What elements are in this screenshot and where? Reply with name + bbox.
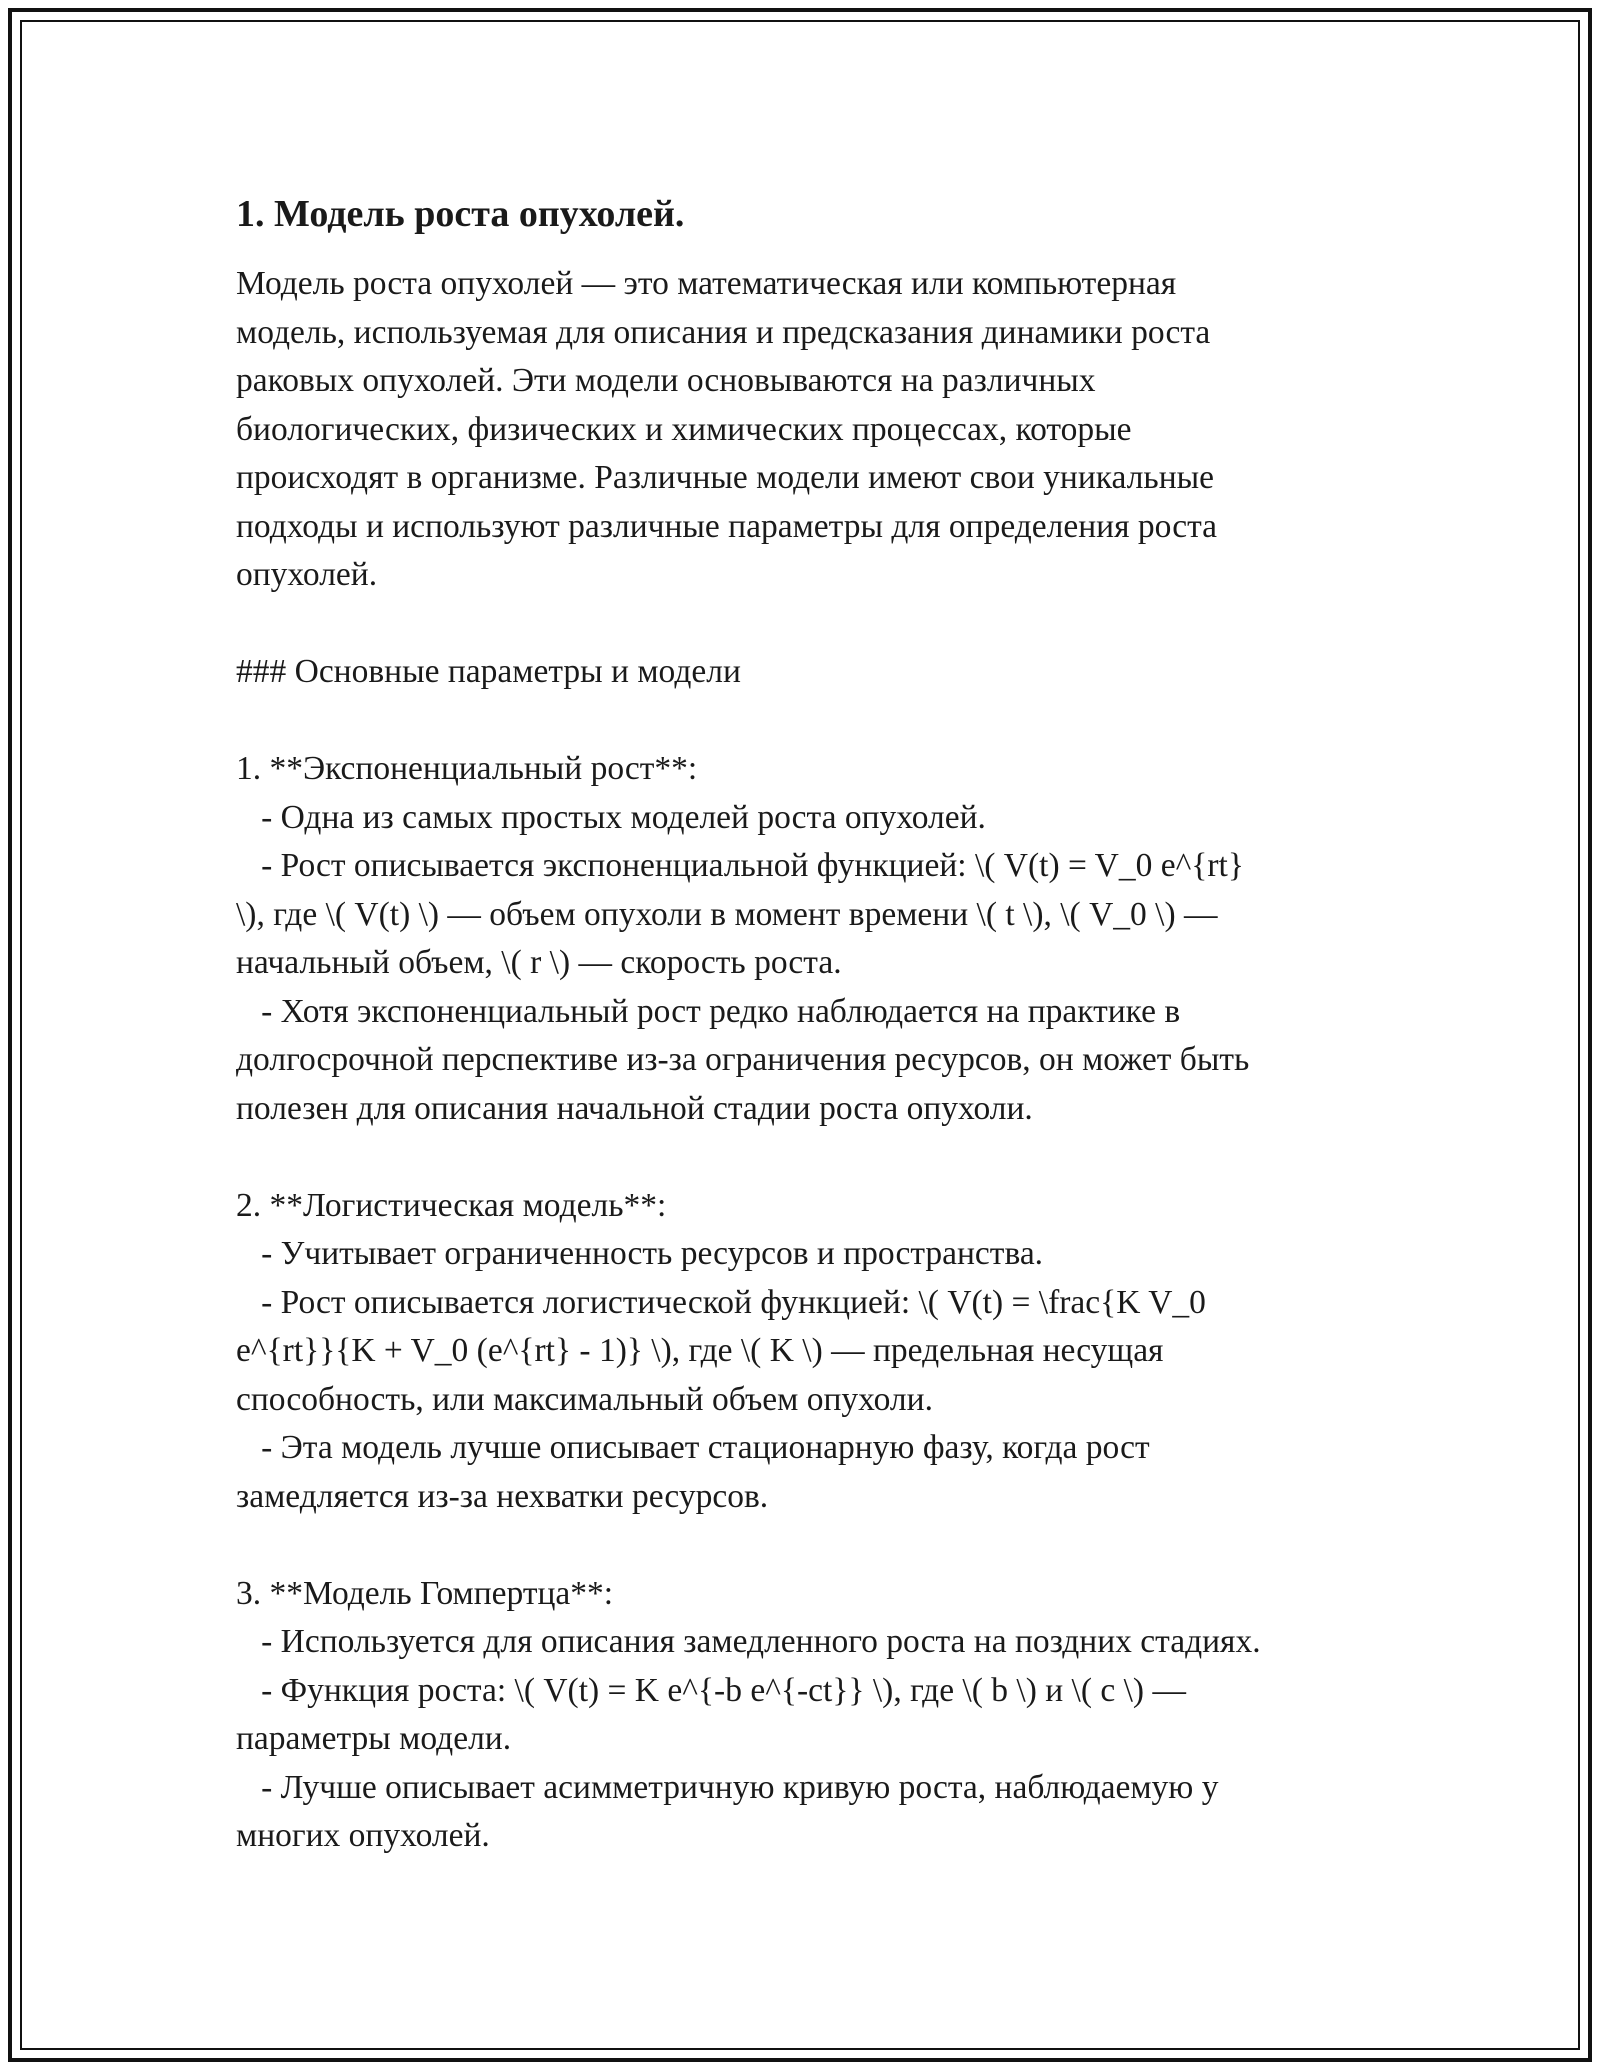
- blank-line: [236, 600, 1376, 649]
- blank-line: [236, 1521, 1376, 1570]
- text-line: - Рост описывается экспоненциальной функцией: \( V(t) = V_0 e^{rt}: [236, 847, 1244, 884]
- text-line: раковых опухолей. Эти модели основываются на различных: [236, 362, 1096, 399]
- text-line: Модель роста опухолей — это математическая или компьютерная: [236, 265, 1177, 302]
- document-body: [236, 186, 1376, 1861]
- text-line: происходят в организме. Различные модели имеют свои уникальные: [236, 459, 1215, 496]
- text-line: - Одна из самых простых моделей роста опухолей.: [236, 798, 986, 836]
- text-line: начальный объем, \( r \) — скорость роста.: [236, 944, 842, 981]
- text-line: подходы и используют различные параметры для определения роста: [236, 507, 1218, 545]
- text-line: биологических, физических и химических процессах, которые: [236, 410, 1132, 448]
- text-line: модель, используемая для описания и предсказания динамики роста: [236, 313, 1211, 351]
- section-heading: ### Основные параметры и модели: [236, 653, 741, 690]
- list-item-heading-logistic: 2. **Логистическая модель**:: [236, 1186, 667, 1224]
- text-line: - Рост описывается логистической функцией: \( V(t) = \frac{K V_0: [236, 1283, 1206, 1321]
- text-line: - Используется для описания замедленного роста на поздних стадиях.: [236, 1623, 1261, 1660]
- list-item-heading-exponential: 1. **Экспоненциальный рост**:: [236, 750, 698, 787]
- text-line: опухолей.: [236, 556, 378, 593]
- text-line: e^{rt}}{K + V_0 (e^{rt} - 1)} \), где \( K \) — предельная несущая: [236, 1332, 1164, 1369]
- list-item-heading-gompertz: 3. **Модель Гомпертца**:: [236, 1574, 614, 1612]
- text-line: - Хотя экспоненциальный рост редко наблюдается на практике в: [236, 992, 1181, 1030]
- blank-line: [236, 1133, 1376, 1182]
- document-title: 1. Модель роста опухолей.: [236, 193, 685, 235]
- text-line: \), где \( V(t) \) — объем опухоли в момент времени \( t \), \( V_0 \) —: [236, 895, 1218, 933]
- text-line: способность, или максимальный объем опухоли.: [236, 1380, 933, 1418]
- text-line: - Функция роста: \( V(t) = K e^{-b e^{-ct}} \), где \( b \) и \( c \) —: [236, 1671, 1186, 1709]
- text-line: замедляется из-за нехватки ресурсов.: [236, 1477, 769, 1515]
- text-line: - Лучше описывает асимметричную кривую роста, наблюдаемую у: [236, 1768, 1219, 1806]
- text-line: полезен для описания начальной стадии роста опухоли.: [236, 1089, 1033, 1127]
- text-line: - Эта модель лучше описывает стационарную фазу, когда рост: [236, 1429, 1150, 1466]
- text-line: параметры модели.: [236, 1720, 512, 1757]
- text-line: многих опухолей.: [236, 1817, 490, 1854]
- text-line: долгосрочной перспективе из-за ограничения ресурсов, он может быть: [236, 1041, 1250, 1078]
- blank-line: [236, 697, 1376, 746]
- text-line: - Учитывает ограниченность ресурсов и пространства.: [236, 1235, 1044, 1272]
